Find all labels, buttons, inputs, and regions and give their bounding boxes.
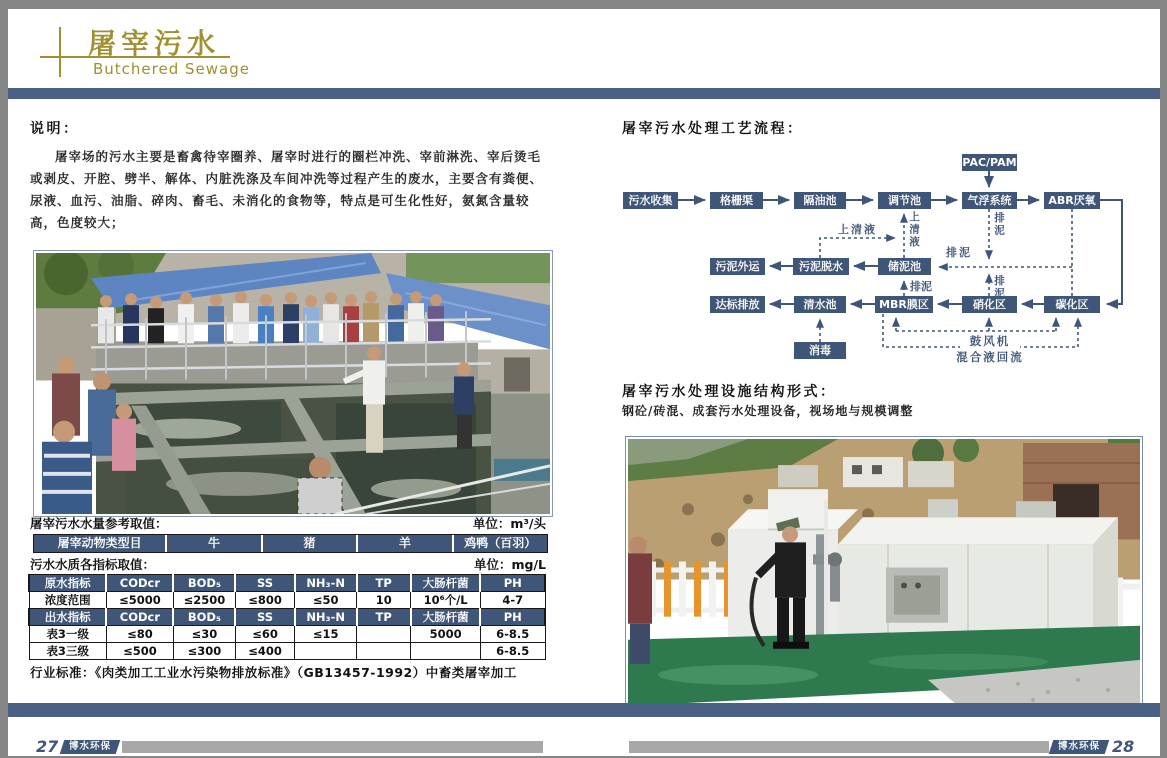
flow-box-mbr: MBR膜区 (875, 296, 933, 313)
animal-type-table (33, 534, 548, 553)
flow-box-collect: 污水收集 (623, 192, 678, 209)
page-title: 屠宰污水 (88, 27, 221, 60)
table-row-concentration (29, 592, 545, 609)
volume-label: 屠宰污水水量参考取值： (30, 516, 168, 531)
flow-box-oil: 隔油池 (794, 192, 846, 209)
flow-box-disinfect: 消毒 (794, 342, 846, 359)
flow-box-regulate: 调节池 (878, 192, 931, 209)
flow-label-sludge-nitrify: 排泥 (993, 275, 1005, 300)
table-cell: ≤2500 (173, 592, 235, 609)
brand-badge-left (60, 740, 121, 754)
table-cell: ≤800 (235, 592, 294, 609)
flow-box-abr: ABR厌氧 (1044, 192, 1100, 209)
flow-box-clear: 清水池 (794, 296, 846, 313)
desc-paragraph: 屠宰场的污水主要是畜禽待宰圈养、屠宰时进行的圈栏冲洗、宰前淋洗、宰后烫毛或剥皮、开腔、劈半、解体、内脏洗涤及车间冲洗等过程产生的废水，主要含有粪便、尿液、血污、油脂、碎肉、畜毛、未消化的食物等，特点是可生化性好，氨氮含量较高，色度较大； (30, 149, 544, 230)
header-gold-vline (59, 27, 61, 77)
top-accent-band (8, 88, 1160, 99)
animal-col-sheep: 羊 (358, 535, 451, 552)
flow-label-reflux: 混合液回流 (944, 349, 1036, 365)
flow-label-supernatant-h: 上清液 (838, 223, 877, 236)
desc-label: 说明： (30, 121, 80, 137)
footer-bar-left (122, 741, 543, 753)
equipment-photo-graphic (628, 439, 1140, 706)
table-cell: PH (480, 575, 545, 592)
table-row-grade3 (29, 643, 545, 660)
flow-box-grid: 格栅渠 (710, 192, 763, 209)
flow-title: 屠宰污水处理工艺流程： (622, 121, 804, 137)
table-cell: ≤15 (295, 626, 357, 643)
table-cell: ≤300 (173, 643, 235, 660)
quality-unit: 单位：mg/L (473, 557, 546, 572)
table-cell: BOD₅ (173, 575, 235, 592)
table-cell: SS (235, 609, 294, 626)
volume-caption-row (30, 514, 546, 532)
bottom-accent-band (8, 703, 1160, 717)
industry-standard-note: 行业标准：《肉类加工工业水污染物排放标准》（GB13457-1992）中畜类屠宰加工 (30, 665, 517, 680)
footer-bar-right (629, 741, 1049, 753)
flow-box-pacpam: PAC/PAM (962, 156, 1017, 169)
flow-label-blower: 鼓风机 (960, 333, 1020, 349)
table-cell: CODcr (106, 609, 173, 626)
flow-label-sludge-daf: 排泥 (993, 212, 1005, 237)
flow-box-haul: 污泥外运 (710, 258, 765, 275)
table-cell: BOD₅ (173, 609, 235, 626)
table-cell: ≤30 (173, 626, 235, 643)
flow-box-carbon: 碳化区 (1044, 296, 1100, 313)
table-cell: NH₃-N (295, 609, 357, 626)
table-row-effluent-head (29, 609, 545, 626)
table-cell (411, 643, 481, 660)
table-cell (357, 643, 411, 660)
flow-label-supernatant-v: 上清液 (908, 211, 920, 249)
flow-box-daf: 气浮系统 (962, 192, 1017, 209)
table-cell: 大肠杆菌 (411, 609, 481, 626)
table-row-grade1 (29, 626, 545, 643)
flow-box-discharge: 达标排放 (710, 296, 765, 313)
table-cell: NH₃-N (295, 575, 357, 592)
brand-badge-right (1049, 740, 1110, 754)
table-cell: ≤50 (295, 592, 357, 609)
animal-col-type: 屠宰动物类型目 (34, 535, 165, 552)
table-cell: 6-8.5 (480, 643, 545, 660)
flow-box-sludge: 储泥池 (878, 258, 931, 275)
brand-label: 博水环保 (68, 741, 111, 752)
table-cell: PH (480, 609, 545, 626)
structure-title: 屠宰污水处理设施结构形式： (622, 384, 837, 400)
site-visit-photo-graphic (36, 253, 550, 514)
animal-col-cattle: 牛 (167, 535, 260, 552)
table-cell: 10⁶个/L (411, 592, 481, 609)
table-cell: ≤60 (235, 626, 294, 643)
table-cell: 出水指标 (29, 609, 106, 626)
table-cell: ≤500 (106, 643, 173, 660)
second-figure (628, 536, 652, 663)
flow-box-nitrify: 硝化区 (962, 296, 1017, 313)
flow-label-sludge-mbr: 排泥 (910, 280, 932, 293)
table-cell: ≤5000 (106, 592, 173, 609)
structure-subtitle: 钢砼/砖混、成套污水处理设备，视场地与规模调整 (622, 404, 914, 418)
table-row-raw-head (29, 575, 545, 592)
quality-label: 污水水质各指标取值： (30, 557, 156, 572)
water-quality-table (28, 574, 546, 660)
flow-box-dewater: 污泥脱水 (793, 258, 849, 275)
page-number-left: 27 (36, 737, 59, 756)
quality-caption-row (30, 555, 546, 573)
site-visit-photo (33, 250, 553, 517)
table-cell: 表3一级 (29, 626, 106, 643)
table-cell: 10 (357, 592, 411, 609)
table-cell: 6-8.5 (480, 626, 545, 643)
table-cell: 5000 (411, 626, 481, 643)
table-cell: 4-7 (480, 592, 545, 609)
brand-label: 博水环保 (1057, 741, 1100, 752)
table-cell: 浓度范围 (29, 592, 106, 609)
equipment-photo (625, 436, 1143, 709)
animal-col-pig: 猪 (263, 535, 356, 552)
table-cell: 原水指标 (29, 575, 106, 592)
table-cell: ≤80 (106, 626, 173, 643)
table-cell: ≤400 (235, 643, 294, 660)
table-cell: TP (357, 609, 411, 626)
table-cell: 大肠杆菌 (411, 575, 481, 592)
table-cell (357, 626, 411, 643)
page-subtitle-en: Butchered Sewage (93, 60, 250, 78)
page-number-right: 28 (1112, 737, 1135, 756)
table-cell: SS (235, 575, 294, 592)
table-cell: CODcr (106, 575, 173, 592)
volume-unit: 单位：m³/头 (472, 516, 546, 531)
table-cell: 表3三级 (29, 643, 106, 660)
flow-label-sludge-h: 排泥 (946, 246, 972, 259)
table-cell (295, 643, 357, 660)
table-cell: TP (357, 575, 411, 592)
animal-col-poultry: 鸡鸭（百羽） (454, 535, 547, 552)
